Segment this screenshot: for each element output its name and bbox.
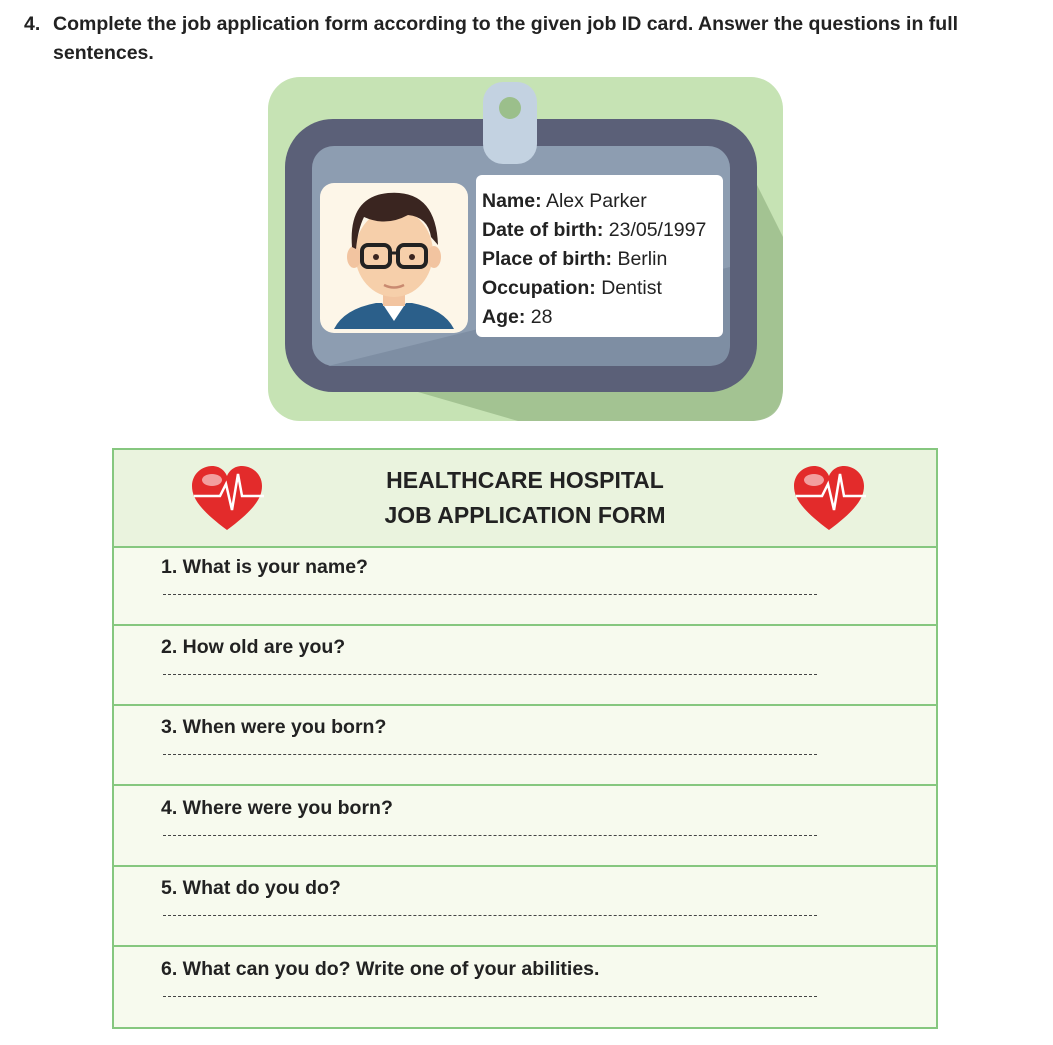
form-title-line1: HEALTHCARE HOSPITAL <box>386 467 664 493</box>
heart-pulse-icon <box>792 464 866 534</box>
answer-line[interactable] <box>163 674 817 675</box>
answer-line[interactable] <box>163 754 817 755</box>
id-age: Age: 28 <box>482 306 553 328</box>
answer-line[interactable] <box>163 996 817 997</box>
form-header <box>114 450 936 548</box>
question-label: 5. What do you do? <box>161 877 341 899</box>
answer-line[interactable] <box>163 915 817 916</box>
question-row <box>114 787 936 867</box>
job-application-form <box>112 448 938 1029</box>
question-label: 2. How old are you? <box>161 636 346 658</box>
id-name: Name: Alex Parker <box>482 190 647 212</box>
question-label: 3. When were you born? <box>161 716 387 738</box>
id-occupation: Occupation: Dentist <box>482 277 662 299</box>
question-label: 1. What is your name? <box>161 556 368 578</box>
answer-line[interactable] <box>163 594 817 595</box>
instruction-number: 4. <box>24 13 41 35</box>
id-card-info <box>476 175 723 337</box>
id-card-illustration <box>268 77 783 421</box>
answer-line[interactable] <box>163 835 817 836</box>
question-label: 4. Where were you born? <box>161 797 393 819</box>
question-row <box>114 867 936 947</box>
question-row <box>114 706 936 786</box>
instruction <box>24 10 1034 68</box>
instruction-text: Complete the job application form according to the given job ID card. Answer the questions in full sentences. <box>53 13 959 64</box>
question-row <box>114 948 936 1026</box>
question-label: 6. What can you do? Write one of your abilities. <box>161 958 600 980</box>
id-place-of-birth: Place of birth: Berlin <box>482 248 668 270</box>
question-row <box>114 626 936 706</box>
id-date-of-birth: Date of birth: 23/05/1997 <box>482 219 707 241</box>
question-row <box>114 546 936 626</box>
form-title-line2: JOB APPLICATION FORM <box>384 502 666 528</box>
